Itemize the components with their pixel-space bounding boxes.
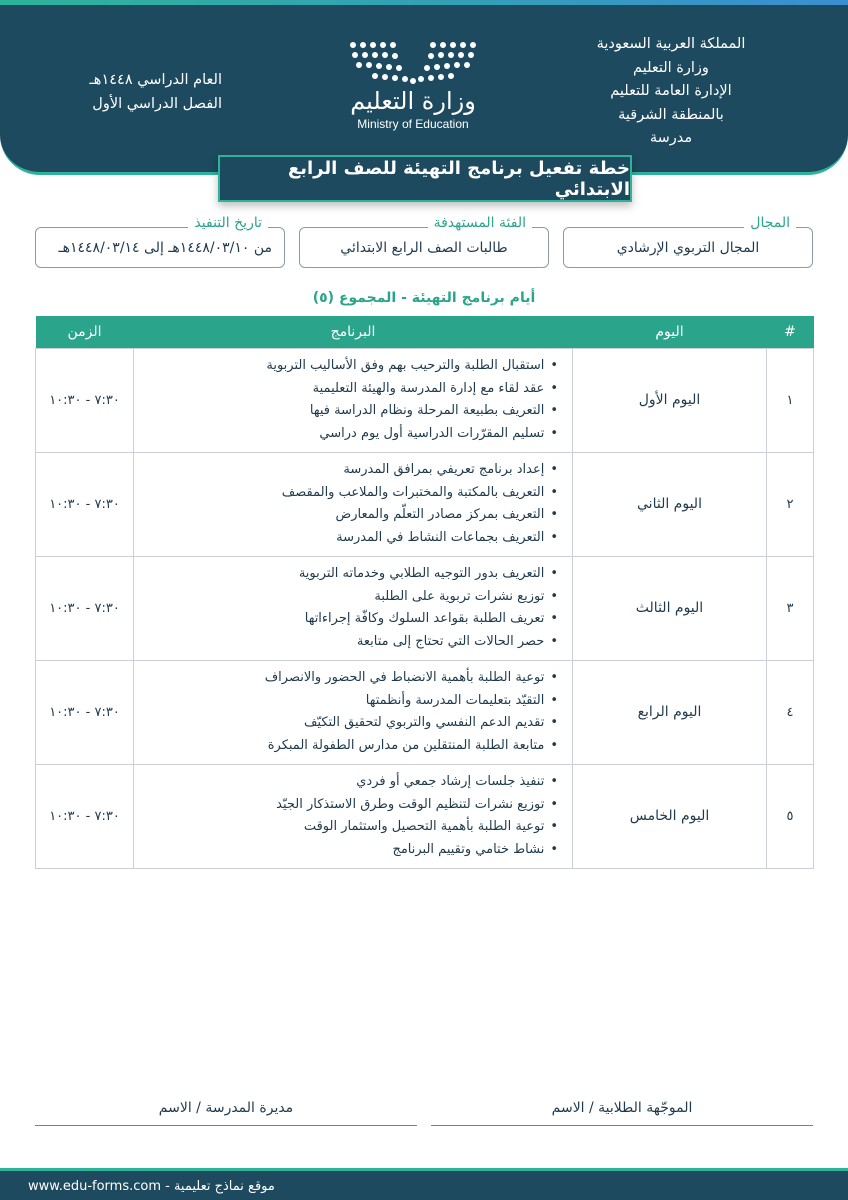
program-item: • التعريف بالمكتبة والمختبرات والملاعب والمقصف	[134, 482, 558, 505]
program-item: • متابعة الطلبة المنتقلين من مدارس الطفولة المبكرة	[134, 735, 558, 758]
row-num: ٤	[767, 660, 814, 764]
table-row	[36, 660, 814, 764]
academic-year: العام الدراسي ١٤٤٨هـ	[89, 72, 222, 88]
ministry-name: وزارة التعليم	[633, 59, 709, 76]
logo-english-text: Ministry of Education	[357, 117, 469, 131]
row-day: اليوم الخامس	[573, 764, 767, 868]
page-header	[0, 5, 848, 175]
schedule-title: أيام برنامج التهيئة - المجموع (٥)	[312, 290, 536, 306]
program-item: • إعداد برنامج تعريفي بمرافق المدرسة	[134, 459, 558, 482]
program-item: • التعريف بجماعات النشاط في المدرسة	[134, 527, 558, 550]
program-item: • استقبال الطلبة والترحيب بهم وفق الأساليب التربوية	[134, 355, 558, 378]
table-row	[36, 556, 814, 660]
target-group-field	[299, 215, 549, 268]
principal-signature-line: مديرة المدرسة / الاسم	[35, 1100, 417, 1126]
program-item: • نشاط ختامي وتقييم البرنامج	[134, 839, 558, 862]
program-item: • التعريف بمركز مصادر التعلّم والمعارض	[134, 504, 558, 527]
row-program	[134, 660, 573, 764]
program-item: • عقد لقاء مع إدارة المدرسة والهيئة التعليمية	[134, 378, 558, 401]
table-row	[36, 348, 814, 452]
row-time: ٧:٣٠ - ١٠:٣٠	[36, 452, 134, 556]
domain-value: المجال التربوي الإرشادي	[616, 239, 760, 256]
logo-dots-icon	[345, 39, 481, 85]
row-time: ٧:٣٠ - ١٠:٣٠	[36, 348, 134, 452]
header-program: البرنامج	[330, 323, 376, 340]
document-title: خطة تفعيل برنامج التهيئة للصف الرابع الابتدائي	[218, 155, 632, 202]
program-item: • التعريف بدور التوجيه الطلابي وخدماته التربوية	[134, 563, 558, 586]
row-program	[134, 764, 573, 868]
row-day: اليوم الرابع	[573, 660, 767, 764]
table-row	[36, 452, 814, 556]
row-day: اليوم الثالث	[573, 556, 767, 660]
execution-date-value: من ١٤٤٨/٠٣/١٠هـ إلى ١٤٤٨/٠٣/١٤هـ	[58, 239, 272, 256]
program-item: • توعية الطلبة بأهمية الانضباط في الحضور والانصراف	[134, 667, 558, 690]
ministry-info	[556, 33, 786, 151]
program-item: • تسليم المقرّرات الدراسية أول يوم دراسي	[134, 423, 558, 446]
header-time: الزمن	[67, 323, 102, 340]
academic-info	[72, 69, 222, 116]
header-day: اليوم	[655, 323, 684, 340]
footer-credit: موقع نماذج تعليمية - www.edu-forms.com	[28, 1179, 275, 1194]
row-time: ٧:٣٠ - ١٠:٣٠	[36, 764, 134, 868]
semester: الفصل الدراسي الأول	[92, 95, 222, 112]
row-time: ٧:٣٠ - ١٠:٣٠	[36, 660, 134, 764]
row-num: ٥	[767, 764, 814, 868]
row-program	[134, 452, 573, 556]
target-group-label: الفئة المستهدفة	[428, 215, 532, 231]
table-header-row	[36, 316, 814, 348]
program-item: • حصر الحالات التي تحتاج إلى متابعة	[134, 631, 558, 654]
program-item: • تعريف الطلبة بقواعد السلوك وكافّة إجراءاتها	[134, 608, 558, 631]
program-item: • توزيع نشرات تربوية على الطلبة	[134, 586, 558, 609]
program-item: • التقيّد بتعليمات المدرسة وأنظمتها	[134, 690, 558, 713]
row-num: ١	[767, 348, 814, 452]
domain-field	[563, 215, 813, 268]
row-day: اليوم الثاني	[573, 452, 767, 556]
counselor-signature-line: الموجّهة الطلابية / الاسم	[431, 1100, 813, 1126]
page-footer	[0, 1168, 848, 1200]
row-time: ٧:٣٠ - ١٠:٣٠	[36, 556, 134, 660]
target-group-value: طالبات الصف الرابع الابتدائي	[340, 239, 508, 256]
ministry-logo	[338, 39, 488, 149]
program-item: • تقديم الدعم النفسي والتربوي لتحقيق التكيّف	[134, 712, 558, 735]
country-name: المملكة العربية السعودية	[596, 36, 746, 52]
table-row	[36, 764, 814, 868]
program-item: • توعية الطلبة بأهمية التحصيل واستثمار الوقت	[134, 816, 558, 839]
logo-arabic-text: وزارة التعليم	[350, 87, 476, 115]
header-num: #	[784, 323, 796, 340]
execution-date-label: تاريخ التنفيذ	[188, 215, 268, 231]
schedule-table	[35, 316, 814, 869]
row-num: ٣	[767, 556, 814, 660]
row-program	[134, 556, 573, 660]
domain-label: المجال	[744, 215, 796, 231]
row-program	[134, 348, 573, 452]
row-num: ٢	[767, 452, 814, 556]
row-day: اليوم الأول	[573, 348, 767, 452]
program-item: • تنفيذ جلسات إرشاد جمعي أو فردي	[134, 771, 558, 794]
directorate-name: الإدارة العامة للتعليم	[610, 83, 732, 99]
region-name: بالمنطقة الشرقية	[618, 106, 724, 123]
execution-date-field	[35, 215, 285, 268]
program-item: • توزيع نشرات لتنظيم الوقت وطرق الاستذكار الجيّد	[134, 794, 558, 817]
school-name: مدرسة	[649, 130, 693, 146]
program-item: • التعريف بطبيعة المرحلة ونظام الدراسة فيها	[134, 400, 558, 423]
